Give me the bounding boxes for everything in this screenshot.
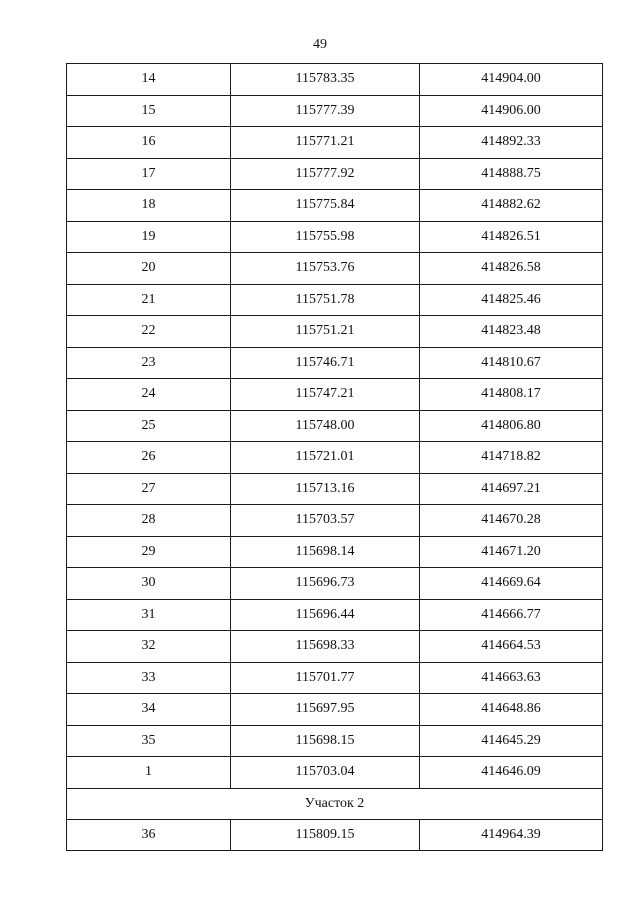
- page-number: 49: [313, 37, 327, 52]
- y-coordinate-cell: 414669.64: [420, 568, 603, 600]
- table-row: [67, 473, 603, 505]
- point-number-cell: 18: [67, 190, 231, 222]
- y-coordinate-cell: 414826.51: [420, 221, 603, 253]
- x-coordinate-cell: 115696.73: [231, 568, 420, 600]
- table-row: [67, 158, 603, 190]
- y-coordinate-cell: 414663.63: [420, 662, 603, 694]
- point-number-cell: 21: [67, 284, 231, 316]
- table-row: [67, 505, 603, 537]
- point-number-cell: 33: [67, 662, 231, 694]
- y-coordinate-cell: 414697.21: [420, 473, 603, 505]
- x-coordinate-cell: 115703.04: [231, 757, 420, 789]
- point-number-cell: 22: [67, 316, 231, 348]
- y-coordinate-cell: 414664.53: [420, 631, 603, 663]
- point-number-cell: 19: [67, 221, 231, 253]
- point-number-cell: 36: [67, 819, 231, 851]
- y-coordinate-cell: 414823.48: [420, 316, 603, 348]
- table-row: [67, 694, 603, 726]
- point-number-cell: 31: [67, 599, 231, 631]
- y-coordinate-cell: 414806.80: [420, 410, 603, 442]
- table-row: [67, 725, 603, 757]
- section-heading-row: [67, 788, 603, 819]
- table-row: [67, 662, 603, 694]
- y-coordinate-cell: 414670.28: [420, 505, 603, 537]
- section-2-table-body: [67, 819, 603, 851]
- table-row: [67, 127, 603, 159]
- x-coordinate-cell: 115777.39: [231, 95, 420, 127]
- table-row: [67, 757, 603, 789]
- x-coordinate-cell: 115755.98: [231, 221, 420, 253]
- point-number-cell: 15: [67, 95, 231, 127]
- y-coordinate-cell: 414810.67: [420, 347, 603, 379]
- x-coordinate-cell: 115777.92: [231, 158, 420, 190]
- table-row: [67, 599, 603, 631]
- table-row: [67, 819, 603, 851]
- y-coordinate-cell: 414904.00: [420, 64, 603, 96]
- point-number-cell: 17: [67, 158, 231, 190]
- table-row: [67, 190, 603, 222]
- x-coordinate-cell: 115697.95: [231, 694, 420, 726]
- y-coordinate-cell: 414964.39: [420, 819, 603, 851]
- x-coordinate-cell: 115748.00: [231, 410, 420, 442]
- point-number-cell: 25: [67, 410, 231, 442]
- point-number-cell: 20: [67, 253, 231, 285]
- x-coordinate-cell: 115771.21: [231, 127, 420, 159]
- y-coordinate-cell: 414648.86: [420, 694, 603, 726]
- x-coordinate-cell: 115721.01: [231, 442, 420, 474]
- x-coordinate-cell: 115696.44: [231, 599, 420, 631]
- x-coordinate-cell: 115746.71: [231, 347, 420, 379]
- table-row: [67, 536, 603, 568]
- point-number-cell: 35: [67, 725, 231, 757]
- x-coordinate-cell: 115751.78: [231, 284, 420, 316]
- table-row: [67, 316, 603, 348]
- x-coordinate-cell: 115698.33: [231, 631, 420, 663]
- x-coordinate-cell: 115751.21: [231, 316, 420, 348]
- point-number-cell: 14: [67, 64, 231, 96]
- point-number-cell: 23: [67, 347, 231, 379]
- y-coordinate-cell: 414808.17: [420, 379, 603, 411]
- point-number-cell: 29: [67, 536, 231, 568]
- table-row: [67, 221, 603, 253]
- y-coordinate-cell: 414826.58: [420, 253, 603, 285]
- y-coordinate-cell: 414892.33: [420, 127, 603, 159]
- y-coordinate-cell: 414906.00: [420, 95, 603, 127]
- y-coordinate-cell: 414718.82: [420, 442, 603, 474]
- point-number-cell: 30: [67, 568, 231, 600]
- y-coordinate-cell: 414666.77: [420, 599, 603, 631]
- table-row: [67, 410, 603, 442]
- x-coordinate-cell: 115775.84: [231, 190, 420, 222]
- y-coordinate-cell: 414882.62: [420, 190, 603, 222]
- point-number-cell: 16: [67, 127, 231, 159]
- coordinates-table: [66, 63, 603, 851]
- table-row: [67, 64, 603, 96]
- y-coordinate-cell: 414825.46: [420, 284, 603, 316]
- point-number-cell: 32: [67, 631, 231, 663]
- point-number-cell: 1: [67, 757, 231, 789]
- x-coordinate-cell: 115701.77: [231, 662, 420, 694]
- table-row: [67, 347, 603, 379]
- point-number-cell: 27: [67, 473, 231, 505]
- section-table-body: [67, 788, 603, 819]
- table-row: [67, 631, 603, 663]
- y-coordinate-cell: 414671.20: [420, 536, 603, 568]
- x-coordinate-cell: 115698.14: [231, 536, 420, 568]
- x-coordinate-cell: 115809.15: [231, 819, 420, 851]
- section-heading: Участок 2: [67, 788, 603, 819]
- y-coordinate-cell: 414645.29: [420, 725, 603, 757]
- point-number-cell: 34: [67, 694, 231, 726]
- x-coordinate-cell: 115783.35: [231, 64, 420, 96]
- x-coordinate-cell: 115747.21: [231, 379, 420, 411]
- coordinates-table-body: [67, 64, 603, 789]
- point-number-cell: 28: [67, 505, 231, 537]
- y-coordinate-cell: 414888.75: [420, 158, 603, 190]
- table-row: [67, 568, 603, 600]
- table-row: [67, 379, 603, 411]
- point-number-cell: 26: [67, 442, 231, 474]
- table-row: [67, 253, 603, 285]
- y-coordinate-cell: 414646.09: [420, 757, 603, 789]
- table-row: [67, 442, 603, 474]
- x-coordinate-cell: 115713.16: [231, 473, 420, 505]
- x-coordinate-cell: 115698.15: [231, 725, 420, 757]
- x-coordinate-cell: 115703.57: [231, 505, 420, 537]
- x-coordinate-cell: 115753.76: [231, 253, 420, 285]
- table-row: [67, 95, 603, 127]
- table-row: [67, 284, 603, 316]
- point-number-cell: 24: [67, 379, 231, 411]
